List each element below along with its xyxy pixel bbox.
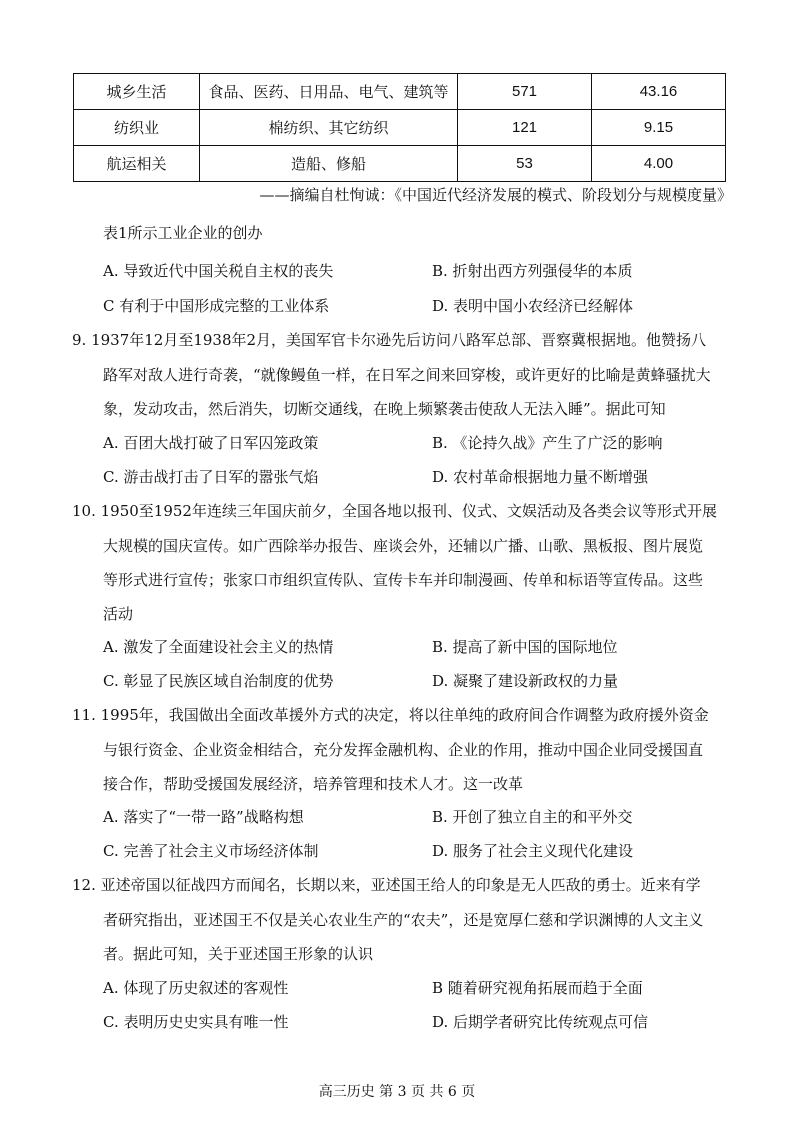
table-row (74, 74, 726, 110)
percent-cell: 9.15 (592, 110, 726, 146)
q9-option-b[interactable]: B. 《论持久战》产生了广泛的影响 (432, 434, 663, 452)
q10-option-c[interactable]: C. 彰显了民族区域自治制度的优势 (103, 672, 334, 690)
percent-cell: 43.16 (592, 74, 726, 110)
items-cell: 造船、修船 (200, 146, 458, 182)
q11-option-d[interactable]: D. 服务了社会主义现代化建设 (432, 842, 634, 860)
q8-stem: 表1所示工业企业的创办 (103, 224, 263, 242)
table-source: ——摘编自杜恂诚：《中国近代经济发展的模式、阶段划分与规模度量》 (259, 186, 732, 204)
q11-option-b[interactable]: B. 开创了独立自主的和平外交 (432, 808, 633, 826)
q12-option-b[interactable]: B 随着研究视角拓展而趋于全面 (432, 979, 643, 997)
q10-option-a[interactable]: A. 激发了全面建设社会主义的热情 (103, 638, 334, 656)
percent-cell: 4.00 (592, 146, 726, 182)
q12-stem-line: 者。据此可知，关于亚述国王形象的认识 (103, 945, 374, 963)
q10-stem-line: 大规模的国庆宣传。如广西除举办报告、座谈会外，还辅以广播、山歌、黑板报、图片展览 (103, 537, 704, 555)
q12-stem-line: 者研究指出，亚述国王不仅是关心农业生产的“农夫”，还是宽厚仁慈和学识渊博的人文主义 (103, 911, 704, 929)
q8-option-d[interactable]: D. 表明中国小农经济已经解体 (432, 297, 634, 315)
q9-stem-line: 9. 1937年12月至1938年2月，美国军官卡尔逊先后访问八路军总部、晋察冀根据地。他赞扬八 (72, 331, 707, 349)
q9-stem-line: 路军对敌人进行奇袭，“就像鳗鱼一样，在日军之间来回穿梭，或许更好的比喻是黄蜂骚扰大 (103, 366, 711, 384)
count-cell: 121 (458, 110, 592, 146)
enterprise-table (73, 73, 726, 182)
q9-option-c[interactable]: C. 游击战打击了日军的嚣张气焰 (103, 468, 319, 486)
items-cell: 棉纺织、其它纺织 (200, 110, 458, 146)
q10-stem-line: 等形式进行宣传；张家口市组织宣传队、宣传卡车并印制漫画、传单和标语等宣传品。这些 (103, 571, 704, 589)
q11-option-c[interactable]: C. 完善了社会主义市场经济体制 (103, 842, 319, 860)
sector-cell: 城乡生活 (74, 74, 200, 110)
q8-option-c[interactable]: C 有利于中国形成完整的工业体系 (103, 297, 330, 315)
q9-option-a[interactable]: A. 百团大战打破了日军囚笼政策 (103, 434, 319, 452)
table-row (74, 110, 726, 146)
q11-stem-line: 与银行资金、企业资金相结合，充分发挥金融机构、企业的作用，推动中国企业同受援国直 (103, 741, 704, 759)
q11-stem-line: 接合作，帮助受援国发展经济，培养管理和技术人才。这一改革 (103, 775, 524, 793)
q10-option-d[interactable]: D. 凝聚了建设新政权的力量 (432, 672, 619, 690)
q8-option-a[interactable]: A. 导致近代中国关税自主权的丧失 (103, 262, 334, 280)
count-cell: 571 (458, 74, 592, 110)
q12-stem-line: 12. 亚述帝国以征战四方而闻名，长期以来，亚述国王给人的印象是无人匹敌的勇士。近来有学 (72, 876, 701, 894)
q9-option-d[interactable]: D. 农村革命根据地力量不断增强 (432, 468, 649, 486)
q8-option-b[interactable]: B. 折射出西方列强侵华的本质 (432, 262, 633, 280)
items-cell: 食品、医药、日用品、电气、建筑等 (200, 74, 458, 110)
table-row (74, 146, 726, 182)
q12-option-a[interactable]: A. 体现了历史叙述的客观性 (103, 979, 289, 997)
q10-option-b[interactable]: B. 提高了新中国的国际地位 (432, 638, 618, 656)
q9-stem-line: 象，发动攻击，然后消失，切断交通线，在晚上频繁袭击使敌人无法入睡”。据此可知 (103, 400, 666, 418)
sector-cell: 航运相关 (74, 146, 200, 182)
q11-option-a[interactable]: A. 落实了“一带一路”战略构想 (103, 808, 304, 826)
q12-option-c[interactable]: C. 表明历史史实具有唯一性 (103, 1013, 289, 1031)
q10-stem-line: 活动 (103, 605, 134, 623)
q11-stem-line: 11. 1995年，我国做出全面改革援外方式的决定，将以往单纯的政府间合作调整为政府援外资金 (72, 706, 709, 724)
q12-option-d[interactable]: D. 后期学者研究比传统观点可信 (432, 1013, 649, 1031)
q10-stem-line: 10. 1950至1952年连续三年国庆前夕，全国各地以报刊、仪式、文娱活动及各类会议等形式开展 (72, 502, 717, 520)
page-footer: 高三历史 第 3 页 共 6 页 (318, 1084, 476, 1100)
count-cell: 53 (458, 146, 592, 182)
sector-cell: 纺织业 (74, 110, 200, 146)
